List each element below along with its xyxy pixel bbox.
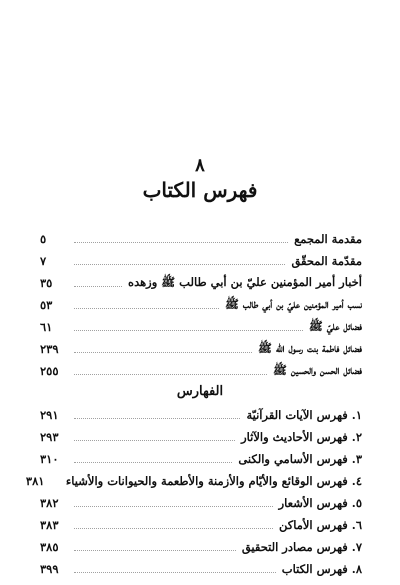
chapter-number: ٨ bbox=[195, 155, 205, 176]
index-row bbox=[25, 470, 362, 492]
index-entry-label: ٥. فهرس الأشعار bbox=[278, 496, 362, 510]
indexes-table-of-contents bbox=[25, 404, 362, 580]
dot-leader bbox=[74, 308, 219, 309]
dot-leader bbox=[74, 264, 285, 265]
index-row bbox=[40, 514, 362, 536]
main-table-of-contents bbox=[40, 228, 362, 382]
toc-entry-label: مقدمة المجمع bbox=[294, 232, 362, 246]
toc-entry-label: أخبار أمير المؤمنين عليّ بن أبي طالب ﷺ وزهده bbox=[128, 274, 362, 289]
toc-entry-label: مقدّمة المحقّق bbox=[291, 254, 362, 268]
index-entry-label: ٧. فهرس مصادر التحقيق bbox=[241, 540, 362, 554]
index-entry-label: ٤. فهرس الوقائع والأيّام والأزمنة والأطعمة والحيوانات والأشياء bbox=[65, 474, 362, 488]
index-page-number: ٣٨٣ bbox=[40, 518, 59, 532]
dot-leader bbox=[74, 462, 232, 463]
toc-page-number: ٧ bbox=[40, 254, 47, 268]
dot-leader bbox=[74, 572, 276, 573]
index-row bbox=[40, 536, 362, 558]
toc-entry-label: فضائل عليّ ﷺ bbox=[308, 318, 362, 333]
index-page-number: ٣٩٩ bbox=[40, 562, 59, 576]
page-title: فهرس الكتاب bbox=[142, 178, 258, 202]
toc-row bbox=[40, 250, 362, 272]
indexes-heading: الفهارس bbox=[176, 384, 224, 399]
toc-page-number: ٢٣٩ bbox=[40, 342, 59, 356]
toc-row bbox=[40, 316, 362, 338]
index-row bbox=[40, 448, 362, 470]
dot-leader bbox=[74, 330, 303, 331]
index-row bbox=[40, 492, 362, 514]
toc-page-number: ٥ bbox=[40, 232, 47, 246]
dot-leader bbox=[74, 506, 273, 507]
index-page-number: ٣٨١ bbox=[25, 474, 45, 488]
toc-row bbox=[40, 272, 362, 294]
dot-leader bbox=[74, 440, 235, 441]
index-page-number: ٣١٠ bbox=[40, 452, 59, 466]
toc-entry-label: نسب أمير المؤمنين عليّ بن أبي طالب ﷺ bbox=[224, 296, 362, 311]
toc-page-number: ٦١ bbox=[40, 320, 53, 334]
toc-row bbox=[40, 294, 362, 316]
index-entry-label: ٣. فهرس الأسامي والكنى bbox=[238, 452, 362, 466]
index-page-number: ٣٨٥ bbox=[40, 540, 59, 554]
dot-leader bbox=[74, 374, 267, 375]
index-entry-label: ٨. فهرس الكتاب bbox=[281, 562, 362, 576]
dot-leader bbox=[74, 418, 240, 419]
index-page-number: ٢٩٣ bbox=[40, 430, 59, 444]
dot-leader bbox=[74, 550, 236, 551]
index-row bbox=[40, 426, 362, 448]
toc-row bbox=[40, 360, 362, 382]
index-page-number: ٢٩١ bbox=[40, 408, 59, 422]
dot-leader bbox=[74, 286, 122, 287]
index-entry-label: ٢. فهرس الأحاديث والآثار bbox=[241, 430, 362, 444]
toc-entry-label: فضائل الحسن والحسين ﷺ bbox=[273, 362, 362, 377]
index-entry-label: ١. فهرس الآيات القرآنيّة bbox=[246, 408, 362, 422]
toc-page-number: ٢٥٥ bbox=[40, 364, 59, 378]
index-entry-label: ٦. فهرس الأماكن bbox=[278, 518, 362, 532]
dot-leader bbox=[74, 242, 288, 243]
toc-row bbox=[40, 338, 362, 360]
index-row bbox=[40, 558, 362, 580]
dot-leader bbox=[74, 352, 252, 353]
index-row bbox=[40, 404, 362, 426]
index-page-number: ٣٨٢ bbox=[40, 496, 59, 510]
toc-page-number: ٥٣ bbox=[40, 298, 53, 312]
toc-entry-label: فضائل فاطمة بنت رسول الله ﷺ bbox=[258, 340, 362, 355]
toc-row bbox=[40, 228, 362, 250]
dot-leader bbox=[74, 528, 273, 529]
toc-page-number: ٣٥ bbox=[40, 276, 53, 290]
